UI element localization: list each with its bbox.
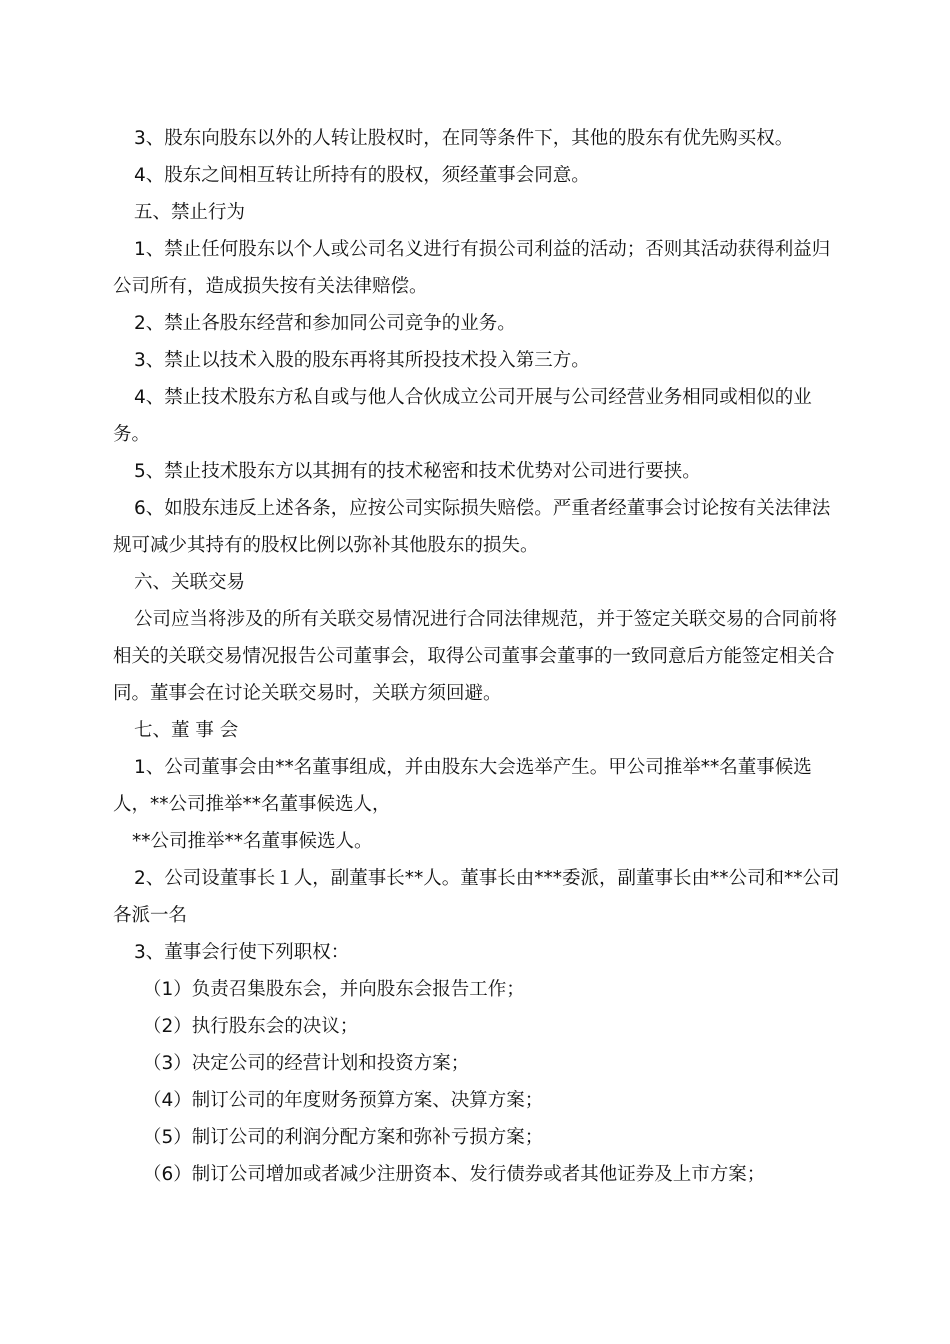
paragraph-transfer-outside: 3、股东向股东以外的人转让股权时，在同等条件下，其他的股东有优先购买权。 xyxy=(134,128,794,149)
duty-text: 制订公司的年度财务预算方案、决算方案； xyxy=(191,1090,544,1111)
paragraph-prohibit-5: 5、禁止技术股东方以其拥有的技术秘密和技术优势对公司进行要挟。 xyxy=(134,461,701,482)
duty-number: （3） xyxy=(143,1053,192,1074)
heading-prohibited-acts: 五、禁止行为 xyxy=(134,202,246,223)
duty-item xyxy=(113,971,841,1008)
paragraph-board-3: 3、董事会行使下列职权： xyxy=(134,942,350,963)
paragraph-prohibit-3: 3、禁止以技术入股的股东再将其所投技术投入第三方。 xyxy=(134,350,590,371)
paragraph-prohibit-1: 1、禁止任何股东以个人或公司名义进行有损公司利益的活动；否则其活动获得利益归公司所有，造成损失按有关法律赔偿。 xyxy=(113,239,831,297)
paragraph-related-transactions: 公司应当将涉及的所有关联交易情况进行合同法律规范，并于签定关联交易的合同前将相关的关联交易情况报告公司董事会，取得公司董事会董事的一致同意后方能签定相关合同。董事会在讨论关联交易时，关联方须回避。 xyxy=(113,609,838,704)
duty-number: （6） xyxy=(143,1164,192,1185)
paragraph-prohibit-6: 6、如股东违反上述各条，应按公司实际损失赔偿。严重者经董事会讨论按有关法律法规可减少其持有的股权比例以弥补其他股东的损失。 xyxy=(113,498,831,556)
duty-item xyxy=(113,1156,841,1193)
duty-text: 决定公司的经营计划和投资方案； xyxy=(191,1053,470,1074)
heading-board-of-directors: 七、董 事 会 xyxy=(134,720,239,741)
duty-text: 制订公司的利润分配方案和弥补亏损方案； xyxy=(191,1127,544,1148)
document-body xyxy=(113,120,841,1193)
heading-related-transactions: 六、关联交易 xyxy=(134,572,246,593)
duty-item xyxy=(113,1082,841,1119)
duty-text: 执行股东会的决议； xyxy=(191,1016,359,1037)
duty-text: 负责召集股东会，并向股东会报告工作； xyxy=(191,979,525,1000)
paragraph-board-1: 1、公司董事会由**名董事组成，并由股东大会选举产生。甲公司推举**名董事候选人，**公司推举**名董事候选人， xyxy=(113,757,812,815)
paragraph-prohibit-2: 2、禁止各股东经营和参加同公司竞争的业务。 xyxy=(134,313,516,334)
paragraph-prohibit-4: 4、禁止技术股东方私自或与他人合伙成立公司开展与公司经营业务相同或相似的业务。 xyxy=(113,387,812,445)
duty-item xyxy=(113,1008,841,1045)
paragraph-transfer-between: 4、股东之间相互转让所持有的股权，须经董事会同意。 xyxy=(134,165,590,186)
duty-number: （4） xyxy=(143,1090,192,1111)
paragraph-board-1-cont: **公司推举**名董事候选人。 xyxy=(132,831,373,852)
duty-item xyxy=(113,1119,841,1156)
duty-item xyxy=(113,1045,841,1082)
duty-text: 制订公司增加或者减少注册资本、发行债券或者其他证券及上市方案； xyxy=(191,1164,766,1185)
duty-number: （1） xyxy=(143,979,192,1000)
duty-number: （2） xyxy=(143,1016,192,1037)
duty-number: （5） xyxy=(143,1127,192,1148)
paragraph-board-2: 2、公司设董事长１人，副董事长**人。董事长由***委派，副董事长由**公司和**公司各派一名 xyxy=(113,868,840,926)
